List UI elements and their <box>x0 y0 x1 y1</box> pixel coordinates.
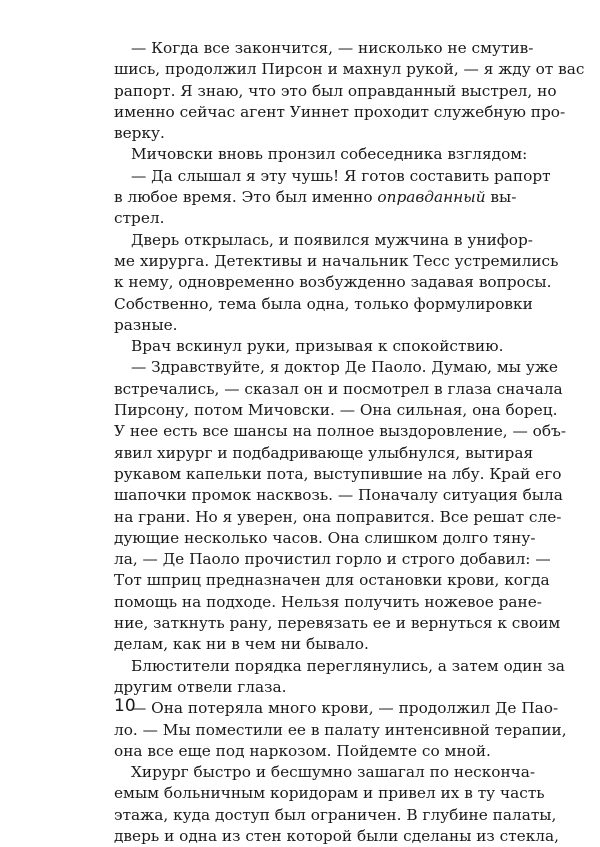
text-line <box>114 720 567 741</box>
text-line <box>114 336 504 357</box>
line-text: Пирсону, потом Мичовски. — Она сильная, она борец. <box>114 401 558 420</box>
text-line <box>114 400 558 421</box>
line-text: ла, — Де Паоло прочистил горло и строго добавил: — <box>114 550 551 569</box>
line-text: — Когда все закончится, — нисколько не смутив- <box>131 39 534 57</box>
text-line <box>114 741 491 762</box>
text-line <box>114 805 557 826</box>
text-line <box>114 251 559 272</box>
line-text: ло. — Мы поместили ее в палату интенсивной терапии, <box>114 720 567 739</box>
page-number: 10 <box>114 696 136 716</box>
text-line <box>114 166 551 187</box>
text-line <box>114 187 517 208</box>
emphasized-word: оправданный <box>377 188 486 207</box>
line-text: ме хирурга. Детективы и начальник Тесс устремились <box>114 251 559 270</box>
text-line <box>114 570 550 591</box>
text-line <box>114 59 585 80</box>
text-line <box>114 102 566 123</box>
text-line <box>114 315 477 336</box>
line-text: другим отвели глаза. <box>114 677 287 696</box>
line-text: Тот шприц предназначен для остановки крови, когда <box>114 571 550 590</box>
line-text: Мичовски вновь пронзил собеседника взглядом: <box>131 145 528 164</box>
text-line <box>114 123 477 144</box>
line-text: шапочки промок насквозь. — Поначалу ситуация была <box>114 486 563 505</box>
line-text: — Она потеряла много крови, — продолжил Де Пао- <box>131 699 559 718</box>
line-text: встречались, — сказал он и посмотрел в глаза сначала <box>114 379 563 398</box>
line-text: Хирург быстро и бесшумно зашагал по несконча- <box>131 763 536 782</box>
line-text: к нему, одновременно возбужденно задавая вопросы. <box>114 273 552 292</box>
text-line <box>114 443 534 464</box>
text-line <box>114 464 562 485</box>
text-line <box>114 272 552 293</box>
line-text: дверь и одна из стен которой были сделаны из стекла, <box>114 826 559 845</box>
line-text: Блюстители порядка переглянулись, а затем один за <box>131 656 565 675</box>
line-text: явил хирург и подбадривающе улыбнулся, вытирая <box>114 443 534 462</box>
line-text: — Да слышал я эту чушь! Я готов составить рапорт <box>131 166 551 185</box>
text-line <box>114 762 536 783</box>
text-line <box>114 634 477 655</box>
line-text: дующие несколько часов. Она слишком долго тяну- <box>114 528 536 547</box>
text-line <box>114 230 533 251</box>
text-line <box>114 421 566 442</box>
text-line <box>114 144 528 165</box>
line-text: верку. <box>114 124 165 143</box>
text-line <box>114 81 557 102</box>
text-line <box>114 357 558 378</box>
line-text: У нее есть все шансы на полное выздоровление, — объ- <box>114 422 566 441</box>
line-text: шись, продолжил Пирсон и махнул рукой, — я жду от вас <box>114 60 585 79</box>
line-text: разные. <box>114 315 178 334</box>
text-line <box>114 613 561 634</box>
text-line <box>114 677 477 698</box>
text-line <box>114 826 559 847</box>
text-line <box>114 379 563 400</box>
line-text: ние, заткнуть рану, перевязать ее и вернуться к своим <box>114 614 561 633</box>
text-line <box>114 294 533 315</box>
text-line <box>114 783 545 804</box>
line-text: Собственно, тема была одна, только формулировки <box>114 294 533 313</box>
text-line <box>114 507 562 528</box>
line-text: стрел. <box>114 209 165 228</box>
text-line <box>114 592 542 613</box>
line-text: именно сейчас агент Уиннет проходит служебную про- <box>114 102 566 121</box>
text-line <box>114 528 536 549</box>
line-text: в любое время. Это был именно <box>114 188 378 207</box>
text-line <box>114 698 559 719</box>
text-line <box>114 208 477 229</box>
line-text: она все еще под наркозом. Пойдемте со мной. <box>114 741 491 760</box>
text-line <box>114 656 565 677</box>
line-text: на грани. Но я уверен, она поправится. Все решат сле- <box>114 507 562 526</box>
line-text: Врач вскинул руки, призывая к спокойствию. <box>131 337 504 356</box>
line-text: помощь на подходе. Нельзя получить ножевое ране- <box>114 592 542 611</box>
body-text <box>114 38 585 847</box>
text-line <box>114 549 551 570</box>
text-line <box>114 485 563 506</box>
line-text-tail: вы- <box>485 188 517 207</box>
line-text: рапорт. Я знаю, что это был оправданный выстрел, но <box>114 81 557 100</box>
text-line <box>114 38 534 59</box>
line-text: — Здравствуйте, я доктор Де Паоло. Думаю, мы уже <box>131 358 558 377</box>
line-text: этажа, куда доступ был ограничен. В глубине палаты, <box>114 805 557 824</box>
line-text: рукавом капельки пота, выступившие на лбу. Край его <box>114 464 562 483</box>
line-text: емым больничным коридорам и привел их в ту часть <box>114 784 545 803</box>
line-text: Дверь открылась, и появился мужчина в унифор- <box>131 230 533 249</box>
line-text: делам, как ни в чем ни бывало. <box>114 635 369 654</box>
